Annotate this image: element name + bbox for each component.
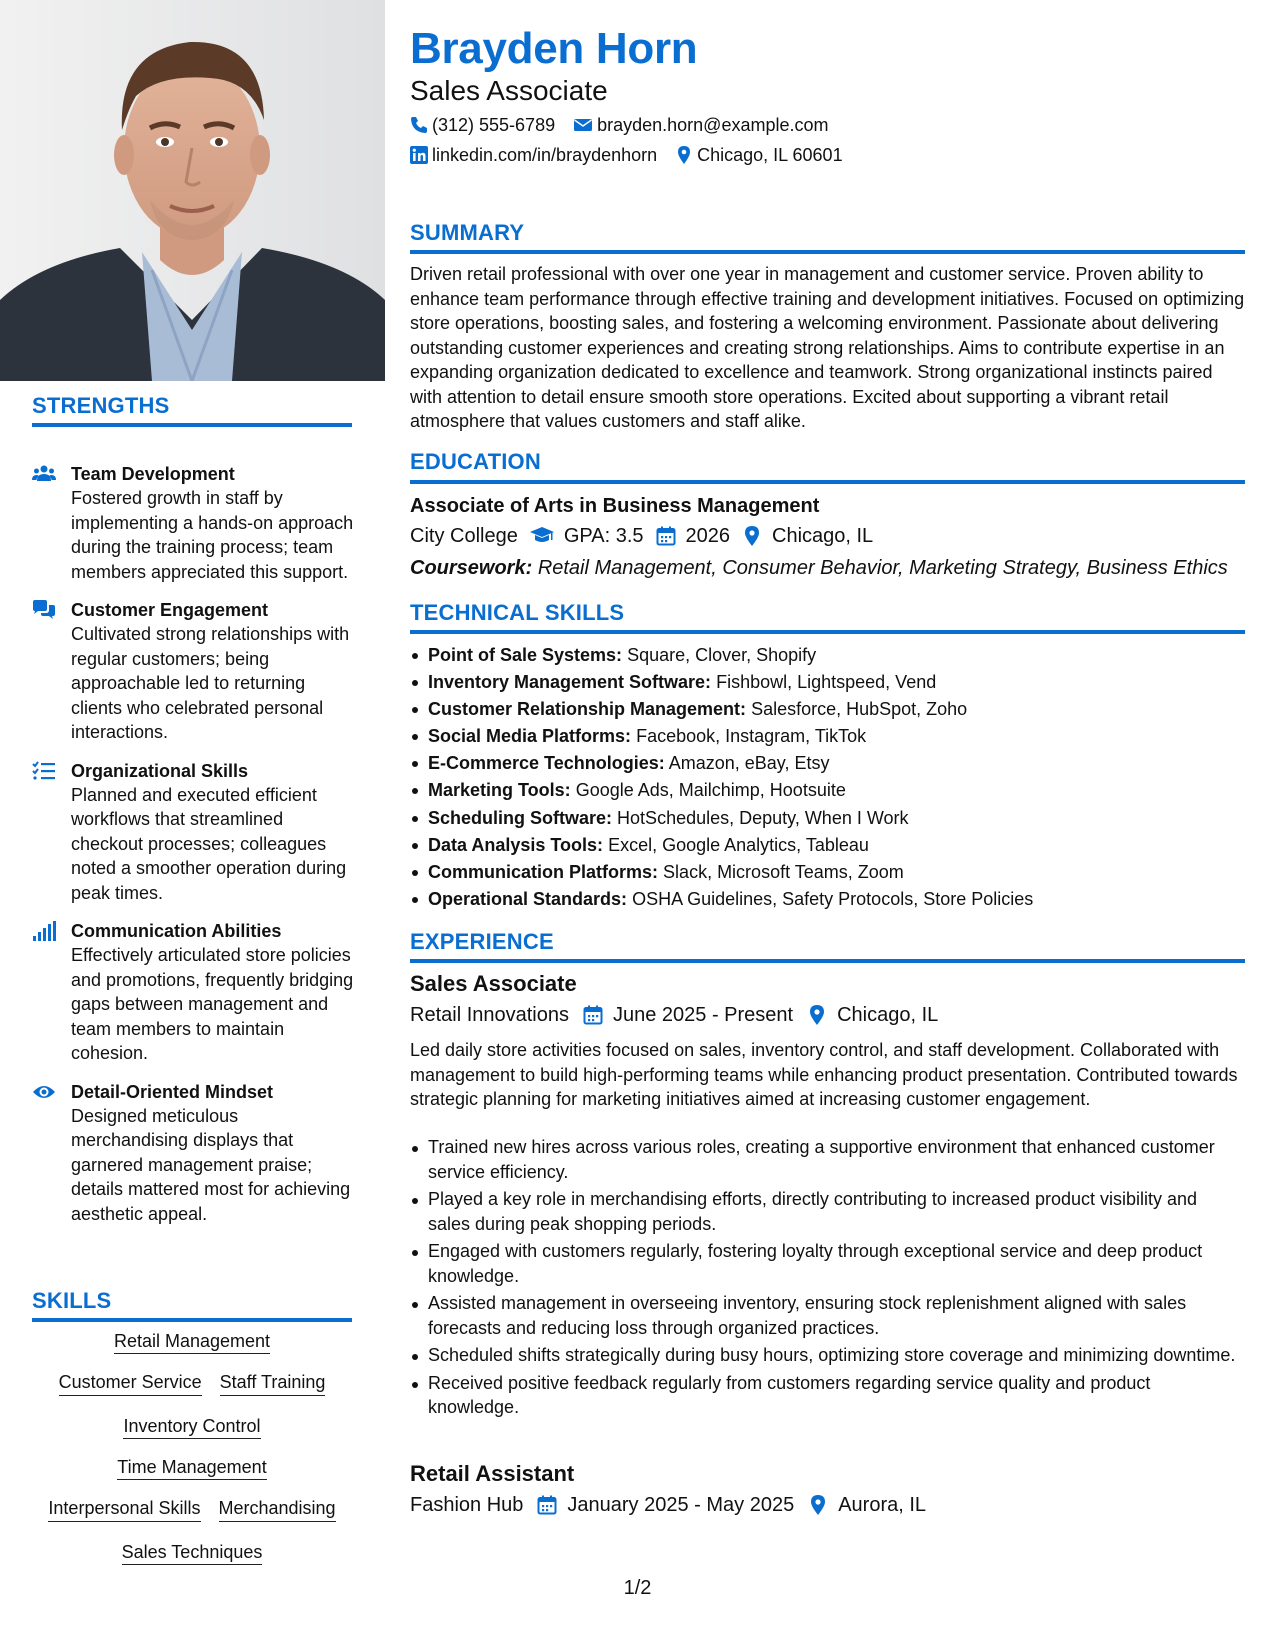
map-pin-icon bbox=[808, 1495, 828, 1515]
linkedin-text: linkedin.com/in/braydenhorn bbox=[432, 145, 658, 165]
calendar-icon bbox=[583, 1005, 603, 1025]
linkedin-contact[interactable] bbox=[410, 143, 657, 167]
list-item bbox=[428, 777, 1243, 804]
list-item bbox=[428, 696, 1243, 723]
job-location: Aurora, IL bbox=[838, 1494, 927, 1516]
strength-title: Customer Engagement bbox=[71, 600, 269, 620]
job-title: Retail Assistant bbox=[410, 1461, 575, 1486]
list-item: Engaged with customers regularly, fostering loyalty through exceptional service and deep product knowledge. bbox=[428, 1239, 1243, 1288]
education-heading: EDUCATION bbox=[410, 449, 541, 474]
skill-item: Sales Techniques bbox=[122, 1542, 263, 1565]
summary-divider bbox=[410, 250, 1245, 254]
school-location: Chicago, IL bbox=[772, 525, 874, 547]
strength-item bbox=[32, 462, 357, 584]
technical-skills-heading: TECHNICAL SKILLS bbox=[410, 600, 625, 625]
skill-row bbox=[32, 1456, 352, 1478]
job-dates: June 2025 - Present bbox=[612, 1004, 794, 1026]
skill-label: Inventory Management Software: bbox=[428, 672, 712, 693]
strength-item bbox=[32, 759, 357, 906]
skill-item: Staff Training bbox=[220, 1371, 326, 1396]
list-item: Received positive feedback regularly from customers regarding service quality and product knowledge. bbox=[428, 1371, 1243, 1420]
skill-value: HotSchedules, Deputy, When I Work bbox=[617, 807, 909, 828]
skill-label: E-Commerce Technologies: bbox=[428, 753, 665, 774]
skill-value: Square, Clover, Shopify bbox=[627, 645, 817, 665]
phone-text: (312) 555-6789 bbox=[432, 115, 556, 135]
education-divider bbox=[410, 480, 1245, 484]
contact-row bbox=[410, 113, 846, 137]
skill-value: Slack, Microsoft Teams, Zoom bbox=[663, 861, 904, 882]
strength-description: Cultivated strong relationships with regular customers; being approachable led to returning clients who celebrated personal interactions. bbox=[71, 624, 350, 742]
coursework-label: Coursework: bbox=[410, 557, 533, 579]
skill-value: Amazon, eBay, Etsy bbox=[668, 753, 830, 774]
skill-row bbox=[32, 1415, 352, 1437]
strength-title: Team Development bbox=[71, 464, 235, 484]
map-pin-icon bbox=[675, 146, 693, 164]
list-item bbox=[428, 642, 1243, 669]
list-item: Played a key role in merchandising efforts, directly contributing to increased product visibility and sales during peak shopping periods. bbox=[428, 1187, 1243, 1236]
company-name: Retail Innovations bbox=[410, 1004, 569, 1026]
skill-item: Retail Management bbox=[114, 1331, 270, 1354]
list-item bbox=[428, 750, 1243, 777]
list-item bbox=[428, 859, 1243, 886]
skills-heading: SKILLS bbox=[32, 1288, 112, 1313]
signal-icon bbox=[32, 921, 56, 941]
job-description: Led daily store activities focused on sales, inventory control, and staff development. Collaborated with management to build high-performing teams while enhancing product presentation. Contributed towards strategic planning for marketing initiatives aimed at increasing customer engagement. bbox=[410, 1040, 1238, 1109]
list-item: Trained new hires across various roles, creating a supportive environment that enhanced customer service efficiency. bbox=[428, 1135, 1243, 1184]
map-pin-icon bbox=[742, 526, 762, 546]
eye-icon bbox=[32, 1082, 56, 1102]
strengths-heading: STRENGTHS bbox=[32, 393, 170, 418]
list-item bbox=[428, 723, 1243, 750]
envelope-icon bbox=[573, 116, 593, 134]
skill-label: Communication Platforms: bbox=[428, 861, 659, 882]
skill-row bbox=[32, 1541, 352, 1563]
profile-photo bbox=[0, 0, 385, 381]
job-title: Sales Associate bbox=[410, 971, 577, 996]
skill-value: Excel, Google Analytics, Tableau bbox=[608, 834, 869, 855]
skill-label: Social Media Platforms: bbox=[428, 726, 632, 747]
skill-value: Google Ads, Mailchimp, Hootsuite bbox=[575, 780, 846, 801]
candidate-name: Brayden Horn bbox=[410, 24, 698, 73]
education-meta bbox=[410, 523, 873, 549]
strength-item bbox=[32, 919, 357, 1066]
strength-item bbox=[32, 598, 357, 745]
skills-divider bbox=[32, 1318, 352, 1322]
list-item bbox=[428, 832, 1243, 859]
location-text: Chicago, IL 60601 bbox=[697, 145, 843, 165]
gpa-text: GPA: 3.5 bbox=[563, 525, 644, 547]
skill-value: OSHA Guidelines, Safety Protocols, Store Policies bbox=[632, 888, 1034, 909]
job-location: Chicago, IL bbox=[837, 1004, 939, 1026]
skill-item: Inventory Control bbox=[123, 1416, 260, 1439]
skill-label: Operational Standards: bbox=[428, 888, 628, 909]
calendar-icon bbox=[537, 1495, 557, 1515]
graduation-year: 2026 bbox=[685, 525, 730, 547]
users-icon bbox=[32, 464, 56, 484]
skill-label: Point of Sale Systems: bbox=[428, 645, 623, 665]
phone-contact[interactable] bbox=[410, 113, 555, 137]
coursework-list: Retail Management, Consumer Behavior, Marketing Strategy, Business Ethics bbox=[537, 557, 1228, 579]
experience-heading: EXPERIENCE bbox=[410, 929, 554, 954]
degree-title: Associate of Arts in Business Management bbox=[410, 495, 820, 517]
page-number: 1/2 bbox=[623, 1577, 652, 1599]
skill-row bbox=[32, 1330, 352, 1352]
skill-label: Customer Relationship Management: bbox=[428, 699, 747, 720]
location-contact bbox=[675, 143, 842, 167]
email-text: brayden.horn@example.com bbox=[597, 115, 829, 135]
strength-description: Designed meticulous merchandising displays that garnered management praise; details mattered most for achieving aesthetic appeal. bbox=[71, 1105, 351, 1224]
graduation-cap-icon bbox=[530, 526, 554, 546]
skill-label: Scheduling Software: bbox=[428, 807, 613, 828]
skill-label: Marketing Tools: bbox=[428, 780, 571, 801]
email-contact[interactable] bbox=[573, 113, 828, 137]
phone-icon bbox=[410, 116, 428, 134]
strength-title: Detail-Oriented Mindset bbox=[71, 1081, 274, 1102]
job-bullets bbox=[428, 1135, 1243, 1423]
list-item bbox=[428, 805, 1243, 832]
skill-value: Salesforce, HubSpot, Zoho bbox=[751, 699, 968, 720]
skill-label: Data Analysis Tools: bbox=[428, 834, 604, 855]
candidate-role: Sales Associate bbox=[410, 75, 608, 106]
list-check-icon bbox=[32, 761, 56, 781]
school-name: City College bbox=[410, 525, 518, 547]
list-item bbox=[428, 669, 1243, 696]
job-dates: January 2025 - May 2025 bbox=[567, 1494, 795, 1516]
summary-text: Driven retail professional with over one year in management and customer service. Proven ability to enhance team performance through effective training and development initiatives. Focused on optimizing store operations, boosting sales, and fostering a welcoming environment. Passionate about delivering outstanding customer experiences and creating strong relationships. Aims to contribute expertise in an expanding organization dedicated to excellence and teamwork. Strong organizational instincts paired with attention to detail ensure smooth store operations. Excited about supporting a vibrant retail atmosphere that values customers and staff alike. bbox=[410, 264, 1245, 431]
technical-skills-list bbox=[428, 642, 1243, 913]
strength-item bbox=[32, 1080, 357, 1227]
left-column bbox=[0, 0, 385, 1650]
strength-title: Communication Abilities bbox=[71, 921, 282, 941]
technical-skills-divider bbox=[410, 630, 1245, 634]
contact-row-2 bbox=[410, 143, 861, 167]
skill-value: Facebook, Instagram, TikTok bbox=[636, 726, 867, 747]
list-item bbox=[428, 886, 1243, 913]
summary-heading: SUMMARY bbox=[410, 220, 525, 245]
list-item: Scheduled shifts strategically during busy hours, optimizing store coverage and minimizing downtime. bbox=[428, 1343, 1243, 1368]
map-pin-icon bbox=[807, 1005, 827, 1025]
skill-value: Fishbowl, Lightspeed, Vend bbox=[716, 672, 937, 693]
skill-item: Interpersonal Skills bbox=[48, 1497, 200, 1522]
linkedin-icon bbox=[410, 146, 428, 164]
strength-description: Planned and executed efficient workflows that streamlined checkout processes; colleagues noted a smoother operation during peak times. bbox=[71, 784, 347, 903]
strengths-divider bbox=[32, 423, 352, 427]
job-meta bbox=[410, 1492, 926, 1518]
skill-item: Merchandising bbox=[219, 1497, 336, 1522]
strength-description: Fostered growth in staff by implementing a hands-on approach during the training process; team members appreciated this support. bbox=[71, 488, 354, 582]
coursework-line bbox=[410, 555, 1228, 581]
list-item: Assisted management in overseeing inventory, ensuring stock replenishment aligned with sales forecasts and reducing loss through organized practices. bbox=[428, 1291, 1243, 1340]
skill-item: Time Management bbox=[117, 1457, 266, 1480]
strength-title: Organizational Skills bbox=[71, 760, 249, 781]
skills-list bbox=[32, 1330, 352, 1563]
skill-item: Customer Service bbox=[59, 1371, 202, 1396]
experience-divider bbox=[410, 959, 1245, 963]
company-name: Fashion Hub bbox=[410, 1494, 524, 1516]
comments-icon bbox=[32, 600, 56, 620]
job-meta bbox=[410, 1002, 938, 1028]
calendar-icon bbox=[656, 526, 676, 546]
strengths-list bbox=[32, 462, 357, 1240]
strength-description: Effectively articulated store policies and promotions, frequently bridging gaps between management and team members to maintain cohesion. bbox=[71, 945, 354, 1063]
